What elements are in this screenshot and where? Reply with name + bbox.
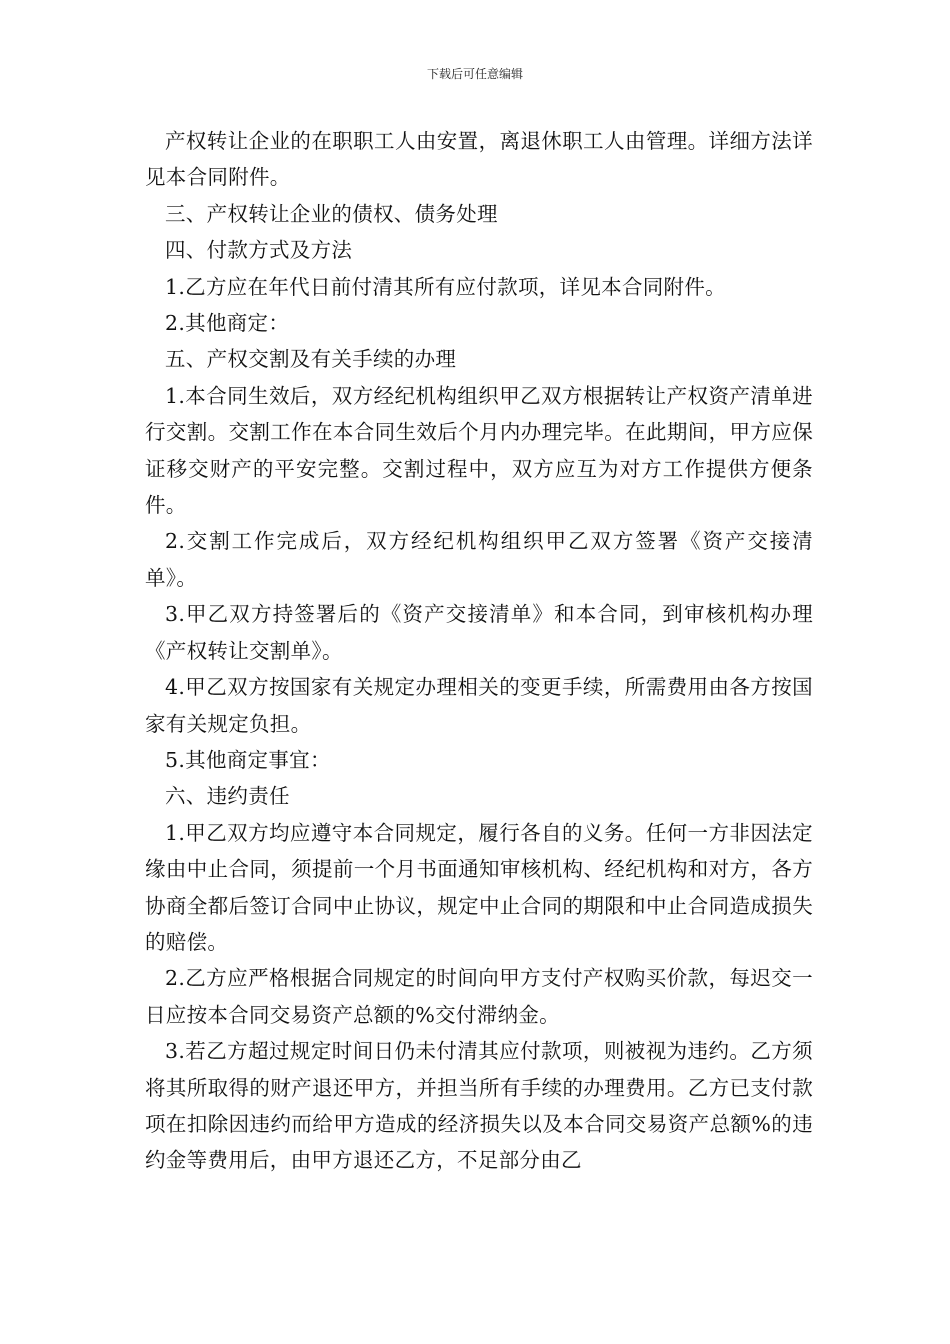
paragraph-liability-2: 2.乙方应严格根据合同规定的时间向甲方支付产权购买价款，每迟交一日应按本合同交易资产总额的%交付滞纳金。: [145, 966, 813, 1027]
paragraph-staff-placement: 产权转让企业的在职职工人由安置，离退休职工人由管理。详细方法详见本合同附件。: [145, 129, 813, 190]
section-heading-liability: 六、违约责任: [165, 784, 290, 809]
section-heading-payment: 四、付款方式及方法: [165, 238, 353, 263]
paragraph-liability-1: 1.甲乙双方均应遵守本合同规定，履行各自的义务。任何一方非因法定缘由中止合同，须提前一个月书面通知审核机构、经纪机构和对方，各方协商全都后签订合同中止协议，规定中止合同的期限和中止合同造成损失的赔偿。: [145, 820, 813, 954]
paragraph-handover-4: 4.甲乙双方按国家有关规定办理相关的变更手续，所需费用由各方按国家有关规定负担。: [145, 675, 813, 736]
page-header: 下载后可任意编辑: [426, 67, 523, 81]
paragraph-handover-5: 5.其他商定事宜：: [165, 747, 331, 772]
paragraph-liability-3: 3.若乙方超过规定时间日仍未付清其应付款项，则被视为违约。乙方须将其所取得的财产退还甲方，并担当所有手续的办理费用。乙方已支付款项在扣除因违约而给甲方造成的经济损失以及本合同交易资产总额%的违约金等费用后，由甲方退还乙方，不足部分由乙: [145, 1039, 813, 1173]
section-heading-handover: 五、产权交割及有关手续的办理: [165, 347, 457, 372]
paragraph-payment-other: 2.其他商定：: [165, 311, 290, 336]
paragraph-handover-2: 2.交割工作完成后，双方经纪机构组织甲乙双方签署《资产交接清单》。: [145, 529, 813, 590]
paragraph-handover-1: 1.本合同生效后，双方经纪机构组织甲乙双方根据转让产权资产清单进行交割。交割工作在本合同生效后个月内办理完毕。在此期间，甲方应保证移交财产的平安完整。交割过程中，双方应互为对方工作提供方便条件。: [145, 383, 813, 518]
document-body: [145, 123, 813, 1179]
section-heading-debts: 三、产权转让企业的债权、债务处理: [165, 201, 498, 226]
paragraph-payment-deadline: 1.乙方应在年代日前付清其所有应付款项，详见本合同附件。: [165, 274, 726, 299]
paragraph-handover-3: 3.甲乙双方持签署后的《资产交接清单》和本合同，到审核机构办理《产权转让交割单》。: [145, 602, 813, 663]
